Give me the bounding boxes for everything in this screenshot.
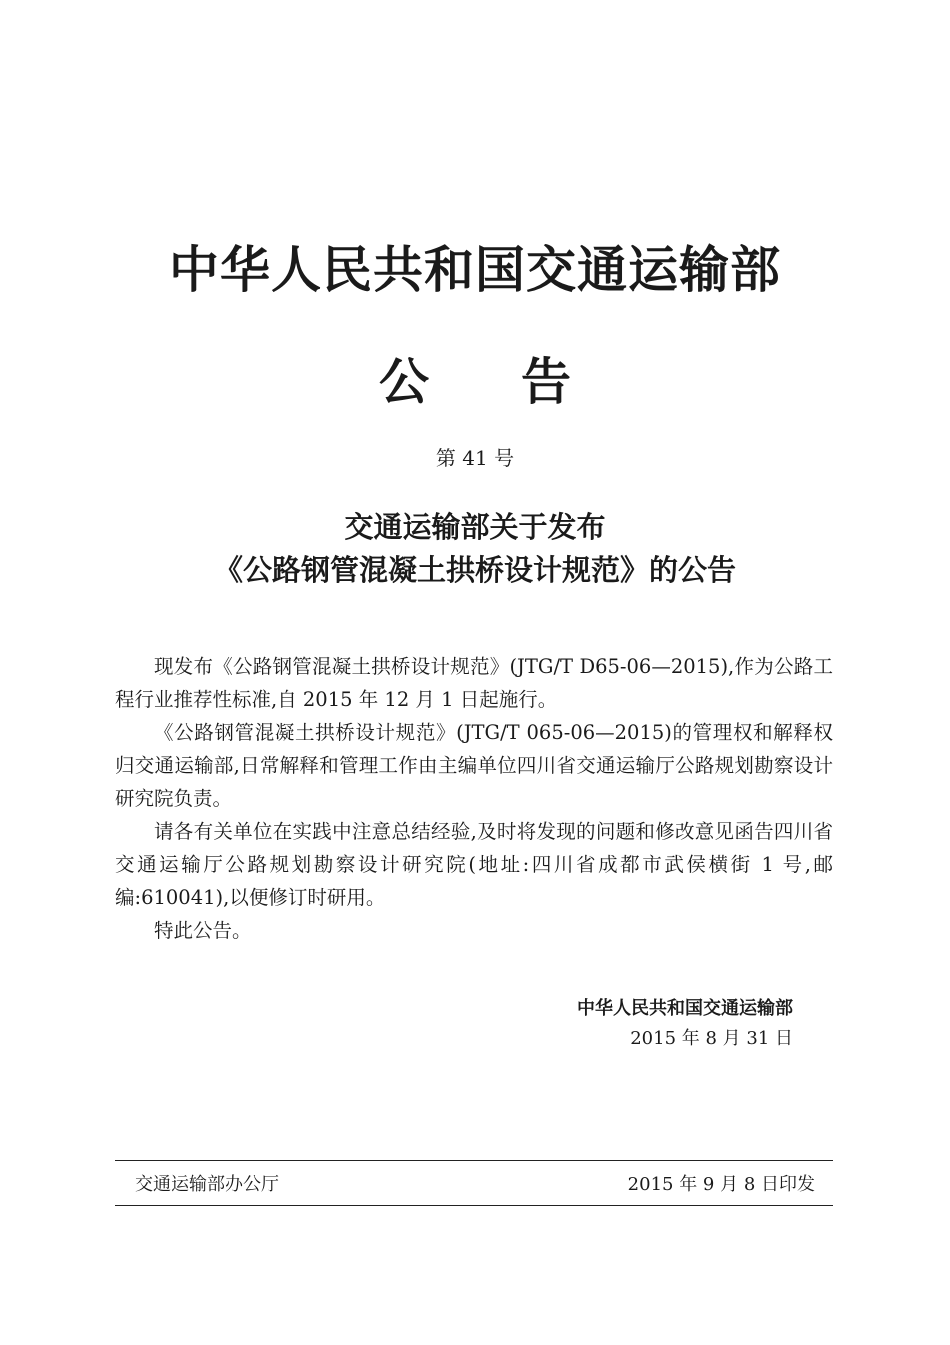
body-paragraph-4: 特此公告。 <box>154 919 252 942</box>
signature-block <box>577 994 793 1054</box>
footer-issue-date: 2015 年 9 月 8 日印发 <box>627 1174 815 1195</box>
ministry-title: 中华人民共和国交通运输部 <box>169 240 781 299</box>
footer-rule-bottom <box>115 1205 833 1206</box>
notice-number: 第 41 号 <box>435 446 515 470</box>
body-paragraph-3: 请各有关单位在实践中注意总结经验,及时将发现的问题和修改意见函告四川省交通运输厅公路规划勘察设计研究院(地址:四川省成都市武侯横街 1 号,邮编:610041),以便修订时研用。 <box>115 820 833 909</box>
body-paragraph-1: 现发布《公路钢管混凝土拱桥设计规范》(JTG/T D65-06—2015),作为公路工程行业推荐性标准,自 2015 年 12 月 1 日起施行。 <box>115 655 833 711</box>
notice-title <box>0 350 950 414</box>
headline-line-2: 《公路钢管混凝土拱桥设计规范》的公告 <box>213 553 736 587</box>
headline <box>0 506 950 592</box>
footer-issuer: 交通运输部办公厅 <box>135 1174 279 1195</box>
footer-rule-top <box>115 1160 833 1161</box>
footer-row <box>135 1172 815 1198</box>
signature-date: 2015 年 8 月 31 日 <box>630 1028 793 1049</box>
notice-title-char-2: 告 <box>521 352 571 411</box>
body-paragraph-2: 《公路钢管混凝土拱桥设计规范》(JTG/T 065-06—2015)的管理权和解释权归交通运输部,日常解释和管理工作由主编单位四川省交通运输厅公路规划勘察设计研究院负责。 <box>115 721 833 810</box>
notice-title-char-1: 公 <box>379 352 429 411</box>
notice-body <box>115 650 833 947</box>
signature-org: 中华人民共和国交通运输部 <box>577 998 793 1019</box>
headline-line-1: 交通运输部关于发布 <box>344 510 606 544</box>
